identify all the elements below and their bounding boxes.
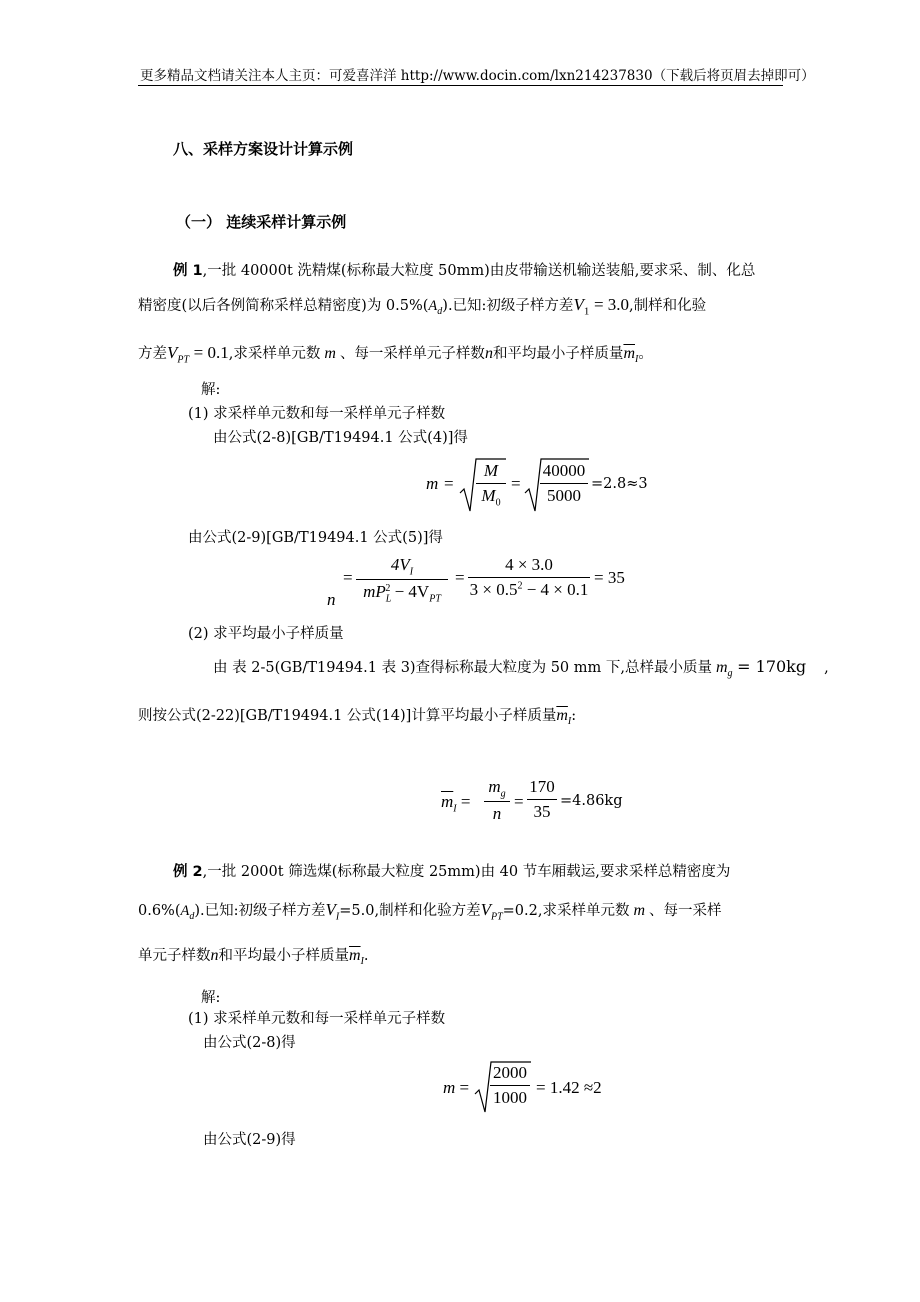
example1-step1: (1) 求采样单元数和每一采样单元子样数 <box>188 406 446 422</box>
example1-formula1-ref: 由公式(2-8)[GB/T19494.1 公式(4)]得 <box>213 430 468 446</box>
e2-l3b: 和平均最小子样质量 <box>218 948 349 964</box>
formula1-result: =2.8≈3 <box>591 476 648 492</box>
example1-step2: (2) 求平均最小子样质量 <box>188 626 344 642</box>
formula1-frac1: M $M_0$ <box>476 461 506 508</box>
example2-line3: 单元子样数n和平均最小子样质量$\overline{m}_I$. <box>138 947 369 967</box>
s2-c: , <box>824 660 829 676</box>
example2-line2: $0.6\%(A_d)$.已知:初级子样方差$V_I=5.0$,制样和化验方差$V_{PT}=0.2$,求采样单元数 m 、每一采样 <box>138 900 722 923</box>
e2-formula1-result: = 1.42 ≈2 <box>536 1078 602 1097</box>
f3-num: m <box>488 777 501 796</box>
f2-den: mP <box>363 582 386 602</box>
e1-l3f: 。 <box>638 346 653 362</box>
e1-l3e: 和平均最小子样质量 <box>492 346 624 362</box>
e2-l2e: 、每一采样 <box>649 903 722 919</box>
formula1-eq2: = <box>511 474 521 493</box>
f1-num: M <box>483 461 499 480</box>
formula3-eq2: = <box>514 792 524 811</box>
e1-l2d: ,制样和化验 <box>629 298 707 314</box>
formula2-result: = 35 <box>594 568 625 587</box>
e1-l2a: 精密度(以后各例简称采样总精密度)为 0.5%( <box>138 298 429 314</box>
f3-den2: 35 <box>533 802 551 821</box>
e1-l3c: ,求采样单元数 <box>228 346 321 362</box>
e2-l1: ,一批 2000t 筛选煤(标称最大粒度 25mm)由 40 节车厢载运,要求采样总精密度为 <box>202 864 731 880</box>
f1-den2: 5000 <box>547 486 581 505</box>
header-rule <box>138 85 783 86</box>
example1-step2-text: 由 表 2-5(GB/T19494.1 表 3)查得标称最大粒度为 50 mm 下,总样最小质量 $m_g = 170kg$ , <box>213 657 829 680</box>
formula3-result: =4.86kg <box>560 793 623 809</box>
s2-t2: 则按公式(2-22)[GB/T19494.1 公式(14)]计算平均最小子样质量 <box>138 708 557 724</box>
formula3-lhs: $\overline{m}_I$ = <box>441 792 471 815</box>
f1-num2: 40000 <box>542 461 586 480</box>
page-header: 更多精品文档请关注本人主页：可爱喜洋洋 http://www.docin.com/lxn214237830（下载后将页眉去掉即可） <box>140 68 815 84</box>
formula2-n: n <box>327 590 336 609</box>
example2-line1 <box>173 860 730 881</box>
s2-b: = 170kg <box>737 657 807 676</box>
example2-formula2-ref: 由公式(2-9)得 <box>203 1132 296 1148</box>
example2-solution: 解: <box>201 990 221 1006</box>
example1-line1 <box>173 259 755 280</box>
example2-label: 例 2 <box>173 864 203 880</box>
formula2-eq: = <box>343 568 353 587</box>
f2-num2: 4 × 3.0 <box>505 555 553 574</box>
formula3-frac2 <box>527 777 557 822</box>
e2-f1-num: 2000 <box>493 1063 527 1082</box>
f3-num2: 170 <box>529 777 555 796</box>
e2-formula1-lhs: m = <box>443 1078 470 1097</box>
f2-den2: 3 × 0.5 <box>469 580 518 599</box>
e1-l3d: 、每一采样单元子样数 <box>339 346 485 362</box>
e1-l2b: ).已知:初级子样方差 <box>442 298 574 314</box>
example1-solution: 解: <box>201 382 221 398</box>
subsection-title: （一） 连续采样计算示例 <box>176 213 347 231</box>
formula2-eq2: = <box>455 568 465 587</box>
e2-l3c: . <box>363 948 369 964</box>
f2-den2-b: − 4 × 0.1 <box>522 580 589 599</box>
f3-den: n <box>492 804 502 824</box>
formula2-frac2: 4 × 3.0 $3 \times 0.5^2 - 4 \times 0.1$ <box>469 555 589 599</box>
formula3-frac1: $m_g$ n <box>484 777 510 824</box>
s2-a: 由 表 2-5(GB/T19494.1 表 3)查得标称最大粒度为 50 mm 下,总样最小质量 <box>213 660 712 676</box>
e2-l2b: ).已知:初级子样方差 <box>194 903 326 919</box>
example1-formula2-ref: 由公式(2-9)[GB/T19494.1 公式(5)]得 <box>188 530 443 546</box>
example1-line1-text: ,一批 40000t 洗精煤(标称最大粒度 50mm)由皮带输送机输送装船,要求采、制、化总 <box>202 263 756 279</box>
example2-formula1-ref: 由公式(2-8)得 <box>203 1035 296 1051</box>
e2-l2d: =0.2,求采样单元数 <box>502 903 630 919</box>
s2-t2-end: : <box>571 708 577 724</box>
example1-line3: 方差$V_{PT} = 0.1$,求采样单元数 m 、每一采样单元子样数n和平均最小子样质量$\overline{m}_I$。 <box>138 343 653 366</box>
example1-line2: 精密度(以后各例简称采样总精密度)为 $0.5\%(A_d)$.已知:初级子样方差$V_1 = 3.0$,制样和化验 <box>138 295 707 318</box>
e2-f1-den: 1000 <box>493 1088 527 1107</box>
e1-l3b: = 0.1 <box>193 343 229 362</box>
e2-l3a: 单元子样数 <box>138 948 211 964</box>
formula2-frac1: $4V_I$ $mP_L^2 - 4V_{PT}$ <box>356 555 448 605</box>
f2-den-b: − 4V <box>390 582 430 602</box>
example2-step1: (1) 求采样单元数和每一采样单元子样数 <box>188 1011 446 1027</box>
e2-formula1-frac <box>490 1063 530 1108</box>
f1-den: M <box>481 486 496 505</box>
e2-l2a: 0.6%( <box>138 903 181 919</box>
section-title: 八、采样方案设计计算示例 <box>173 140 354 158</box>
example1-step2-text2: 则按公式(2-22)[GB/T19494.1 公式(14)]计算平均最小子样质量$\overline{m}_I$: <box>138 707 577 727</box>
e2-l2c: =5.0,制样和化验方差 <box>339 903 481 919</box>
formula1-m: m <box>426 474 439 493</box>
f2-num: 4V <box>390 555 410 574</box>
formula1-frac2 <box>540 461 588 506</box>
e1-l3a: 方差 <box>138 346 167 362</box>
example1-label: 例 1 <box>173 263 203 279</box>
formula1-eq: = <box>444 474 454 493</box>
e1-l2c: = 3.0 <box>593 295 630 314</box>
